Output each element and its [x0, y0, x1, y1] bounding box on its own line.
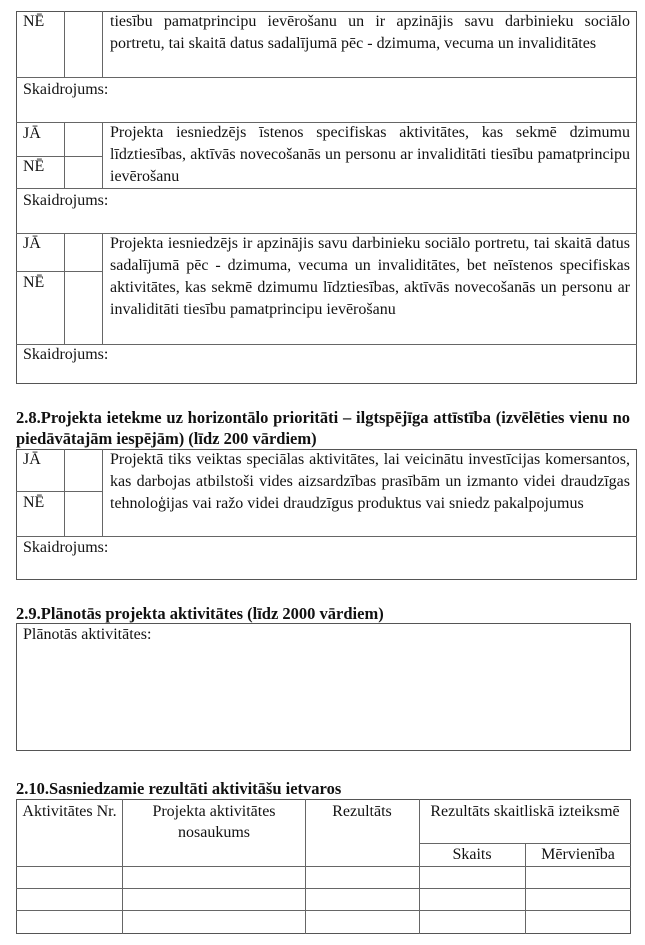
divider [102, 122, 103, 188]
explanation-field[interactable] [17, 366, 636, 383]
section-2-9-heading: 2.9.Plānotās projekta aktivitātes (līdz 2000 vārdiem) [16, 604, 384, 623]
yes-label: JĀ [23, 125, 41, 142]
column-header-count: Skaits [452, 846, 492, 863]
explanation-label: Skaidrojums: [23, 539, 109, 556]
divider [102, 233, 103, 344]
option-text: Projekta iesniedzējs īstenos specifiskas aktivitātes, kas sekmē dzimumu līdztiesības, aktīvās novecošanās un personu ar invaliditāti tiesību pamatprincipu ievērošanu [110, 124, 630, 185]
yes-checkbox-cell[interactable] [65, 234, 101, 270]
table-row[interactable] [17, 889, 630, 910]
explanation-field[interactable] [17, 100, 636, 121]
column-header-activity-no: Aktivitātes Nr. [22, 803, 117, 820]
column-header-unit: Mērvienība [541, 846, 615, 863]
no-label: NĒ [23, 494, 45, 511]
divider [16, 188, 637, 189]
explanation-field[interactable] [17, 211, 636, 232]
section-2-7-table [16, 11, 637, 384]
divider [102, 449, 103, 536]
option-text: tiesību pamatprincipu ievērošanu un ir apzinājis savu darbinieku sociālo portretu, tai skaitā datus sadalījumā pēc - dzimuma, vecuma un invaliditātes [110, 13, 630, 52]
divider [102, 11, 103, 77]
table-row[interactable] [17, 867, 630, 888]
yes-checkbox-cell[interactable] [65, 450, 101, 490]
yes-label: JĀ [23, 235, 41, 252]
divider [16, 536, 637, 537]
no-checkbox-cell[interactable] [65, 492, 101, 535]
divider [16, 77, 637, 78]
no-checkbox-cell[interactable] [65, 12, 101, 76]
section-2-8-heading: 2.8.Projekta ietekme uz horizontālo prioritāti – ilgtspējīga attīstība (izvēlēties vienu no piedāvātajām iespējām) (līdz 200 vārdiem) [16, 408, 630, 448]
explanation-field[interactable] [17, 559, 636, 579]
no-checkbox-cell[interactable] [65, 157, 101, 187]
explanation-label: Skaidrojums: [23, 81, 109, 98]
table-row[interactable] [17, 911, 630, 933]
option-text: Projekta iesniedzējs ir apzinājis savu darbinieku sociālo portretu, tai skaitā datus sadalījumā pēc - dzimuma, vecuma un invaliditātes, bet neīstenos specifiskas aktivitātes, kas sekmē dzimumu līdztiesības, aktīvās novecošanās un personu ar invaliditāti tiesību pamatprincipu ievērošanu [110, 235, 630, 318]
planned-activities-label: Plānotās aktivitātes: [23, 626, 152, 643]
section-2-10-heading: 2.10.Sasniedzamie rezultāti aktivitāšu ietvaros [16, 779, 342, 798]
no-label: NĒ [23, 274, 45, 291]
explanation-label: Skaidrojums: [23, 346, 109, 363]
column-header-activity-name: Projekta aktivitātes nosaukums [152, 803, 276, 841]
yes-checkbox-cell[interactable] [65, 123, 101, 155]
yes-label: JĀ [23, 451, 41, 468]
no-label: NĒ [23, 13, 45, 30]
explanation-label: Skaidrojums: [23, 192, 109, 209]
no-label: NĒ [23, 158, 45, 175]
no-checkbox-cell[interactable] [65, 272, 101, 343]
column-header-result: Rezultāts [332, 803, 392, 820]
option-text: Projektā tiks veiktas speciālas aktivitātes, lai veicinātu investīcijas komersantos, kas darbojas atbilstoši vides aizsardzības prasībām un izmanto videi draudzīgas tehnoloģijas vai ražo videi draudzīgus produktus vai sniedz pakalpojumus [110, 451, 630, 512]
column-header-numeric-result: Rezultāts skaitliskā izteiksmē [430, 803, 620, 820]
divider [16, 344, 637, 345]
